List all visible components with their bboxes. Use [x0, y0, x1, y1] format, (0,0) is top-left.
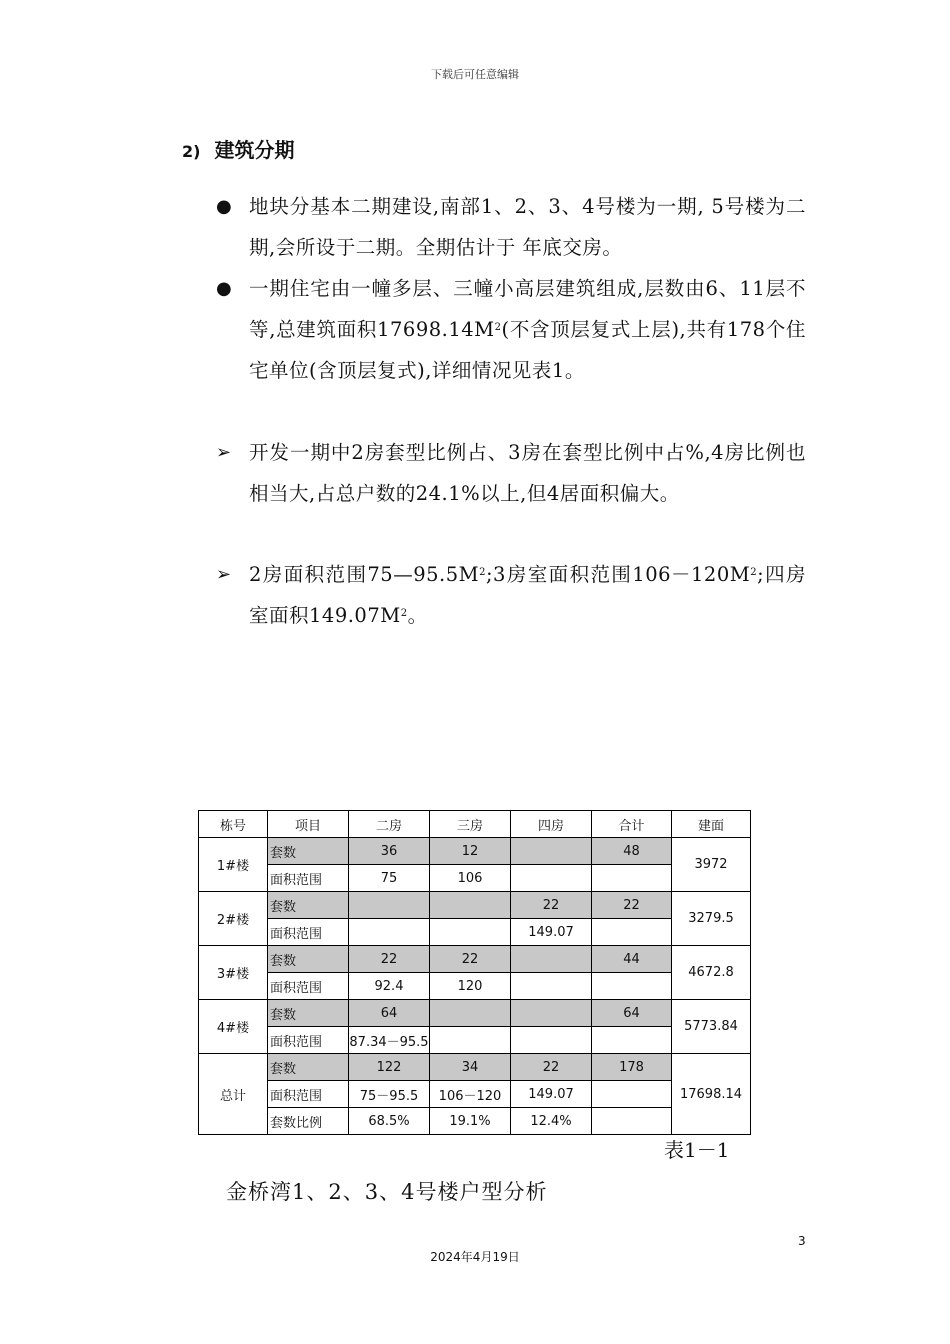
table-caption: 表1－1: [664, 1138, 730, 1162]
table-cell: 12.4%: [511, 1108, 592, 1135]
building-cell: 2#楼: [199, 892, 268, 946]
table-cell: [592, 973, 672, 1000]
area-total-cell: 5773.84: [672, 1000, 751, 1054]
table-row: [199, 946, 751, 973]
table-cell: 22: [430, 946, 511, 973]
arrow-bullet-icon: ➢: [216, 442, 232, 463]
table-cell: 122: [349, 1054, 430, 1081]
section-number: 2): [182, 142, 201, 161]
table-cell: [511, 1027, 592, 1054]
area-total-cell: 4672.8: [672, 946, 751, 1000]
table-cell: 75－95.5: [349, 1081, 430, 1108]
building-cell: 总计: [199, 1054, 268, 1135]
table-cell: [349, 919, 430, 946]
table-row: [199, 973, 751, 1000]
table-cell: [511, 865, 592, 892]
table-row: [199, 865, 751, 892]
table-row: [199, 1108, 751, 1135]
table-cell: [511, 838, 592, 865]
page-number: 3: [798, 1234, 806, 1248]
table-row: [199, 1054, 751, 1081]
table-cell: 面积范围: [268, 1027, 349, 1054]
table-cell: 22: [511, 1054, 592, 1081]
table-cell: 149.07: [511, 919, 592, 946]
table-cell: 92.4: [349, 973, 430, 1000]
table-header: 三房: [430, 811, 511, 838]
table-cell: 面积范围: [268, 919, 349, 946]
table-row: [199, 1081, 751, 1108]
bullet-dot-icon: ●: [216, 196, 233, 217]
table-cell: 面积范围: [268, 973, 349, 1000]
table-cell: 106: [430, 865, 511, 892]
table-cell: 套数比例: [268, 1108, 349, 1135]
building-cell: 1#楼: [199, 838, 268, 892]
table-header: 四房: [511, 811, 592, 838]
table-cell: [349, 892, 430, 919]
table-cell: 106－120: [430, 1081, 511, 1108]
arrow-item-1: [216, 432, 806, 514]
table-cell: 套数: [268, 892, 349, 919]
table-cell: [430, 919, 511, 946]
table-cell: [592, 919, 672, 946]
table-cell: [511, 973, 592, 1000]
unit-analysis-table: [198, 810, 751, 1135]
table-cell: 19.1%: [430, 1108, 511, 1135]
table-cell: [592, 865, 672, 892]
table-cell: [430, 1027, 511, 1054]
table-cell: [592, 1027, 672, 1054]
table-cell: [430, 1000, 511, 1027]
bullet-item-1: [216, 186, 806, 268]
table-cell: [430, 892, 511, 919]
analysis-title: 金桥湾1、2、3、4号楼户型分析: [226, 1180, 548, 1204]
arrow-bullet-icon: ➢: [216, 564, 232, 585]
table-cell: 48: [592, 838, 672, 865]
bullet-text: 一期住宅由一幢多层、三幢小高层建筑组成,层数由6、11层不等,总建筑面积$17698.14M^2$(不含顶层复式上层),共有178个住宅单位(含顶层复式),详细情况见表1。: [249, 277, 806, 382]
bullet-item-2: [216, 268, 806, 391]
table-cell: 44: [592, 946, 672, 973]
table-header: 合计: [592, 811, 672, 838]
table-cell: 套数: [268, 1054, 349, 1081]
table-cell: 套数: [268, 838, 349, 865]
table-cell: [511, 1000, 592, 1027]
table-cell: 12: [430, 838, 511, 865]
table-header: 栋号: [199, 811, 268, 838]
page-header: 下载后可任意编辑: [431, 68, 519, 81]
table-cell: 22: [511, 892, 592, 919]
table-cell: 68.5%: [349, 1108, 430, 1135]
building-cell: 4#楼: [199, 1000, 268, 1054]
table-cell: 75: [349, 865, 430, 892]
area-total-cell: 17698.14: [672, 1054, 751, 1135]
table-cell: 套数: [268, 946, 349, 973]
section-heading: [182, 134, 294, 163]
bullet-text: 地块分基本二期建设,南部1、2、3、4号楼为一期, 5号楼为二期,会所设于二期。全期估计于 年底交房。: [249, 195, 806, 259]
table-row: [199, 838, 751, 865]
table-cell: 34: [430, 1054, 511, 1081]
table-row: [199, 892, 751, 919]
table-cell: 36: [349, 838, 430, 865]
table-cell: 22: [592, 892, 672, 919]
table-header-row: [199, 811, 751, 838]
table-row: [199, 1027, 751, 1054]
table-row: [199, 1000, 751, 1027]
section-title: 建筑分期: [214, 138, 295, 162]
building-cell: 3#楼: [199, 946, 268, 1000]
bullet-dot-icon: ●: [216, 278, 233, 299]
table-cell: [592, 1108, 672, 1135]
table-cell: 178: [592, 1054, 672, 1081]
table-cell: 64: [349, 1000, 430, 1027]
table-cell: 120: [430, 973, 511, 1000]
table-cell: [511, 946, 592, 973]
table-cell: 149.07: [511, 1081, 592, 1108]
arrow-item-2: [216, 554, 806, 636]
arrow-text: 开发一期中2房套型比例占、3房在套型比例中占%,4房比例也相当大,占总户数的24.1%以上,但4居面积偏大。: [249, 441, 806, 505]
arrow-text: 2房面积范围$75—95.5M^2;3$房室面积范围$106-120M^2$;四房室面积$149.07M^2$。: [249, 563, 806, 627]
area-total-cell: 3279.5: [672, 892, 751, 946]
table-header: 项目: [268, 811, 349, 838]
table-cell: 87.34－95.5: [349, 1027, 430, 1054]
table-cell: 面积范围: [268, 865, 349, 892]
table-cell: 22: [349, 946, 430, 973]
table-cell: 面积范围: [268, 1081, 349, 1108]
table-cell: 64: [592, 1000, 672, 1027]
area-total-cell: 3972: [672, 838, 751, 892]
table-header: 建面: [672, 811, 751, 838]
page-footer-date: 2024年4月19日: [430, 1250, 520, 1264]
table-cell: 套数: [268, 1000, 349, 1027]
table-row: [199, 919, 751, 946]
table-header: 二房: [349, 811, 430, 838]
table-cell: [592, 1081, 672, 1108]
